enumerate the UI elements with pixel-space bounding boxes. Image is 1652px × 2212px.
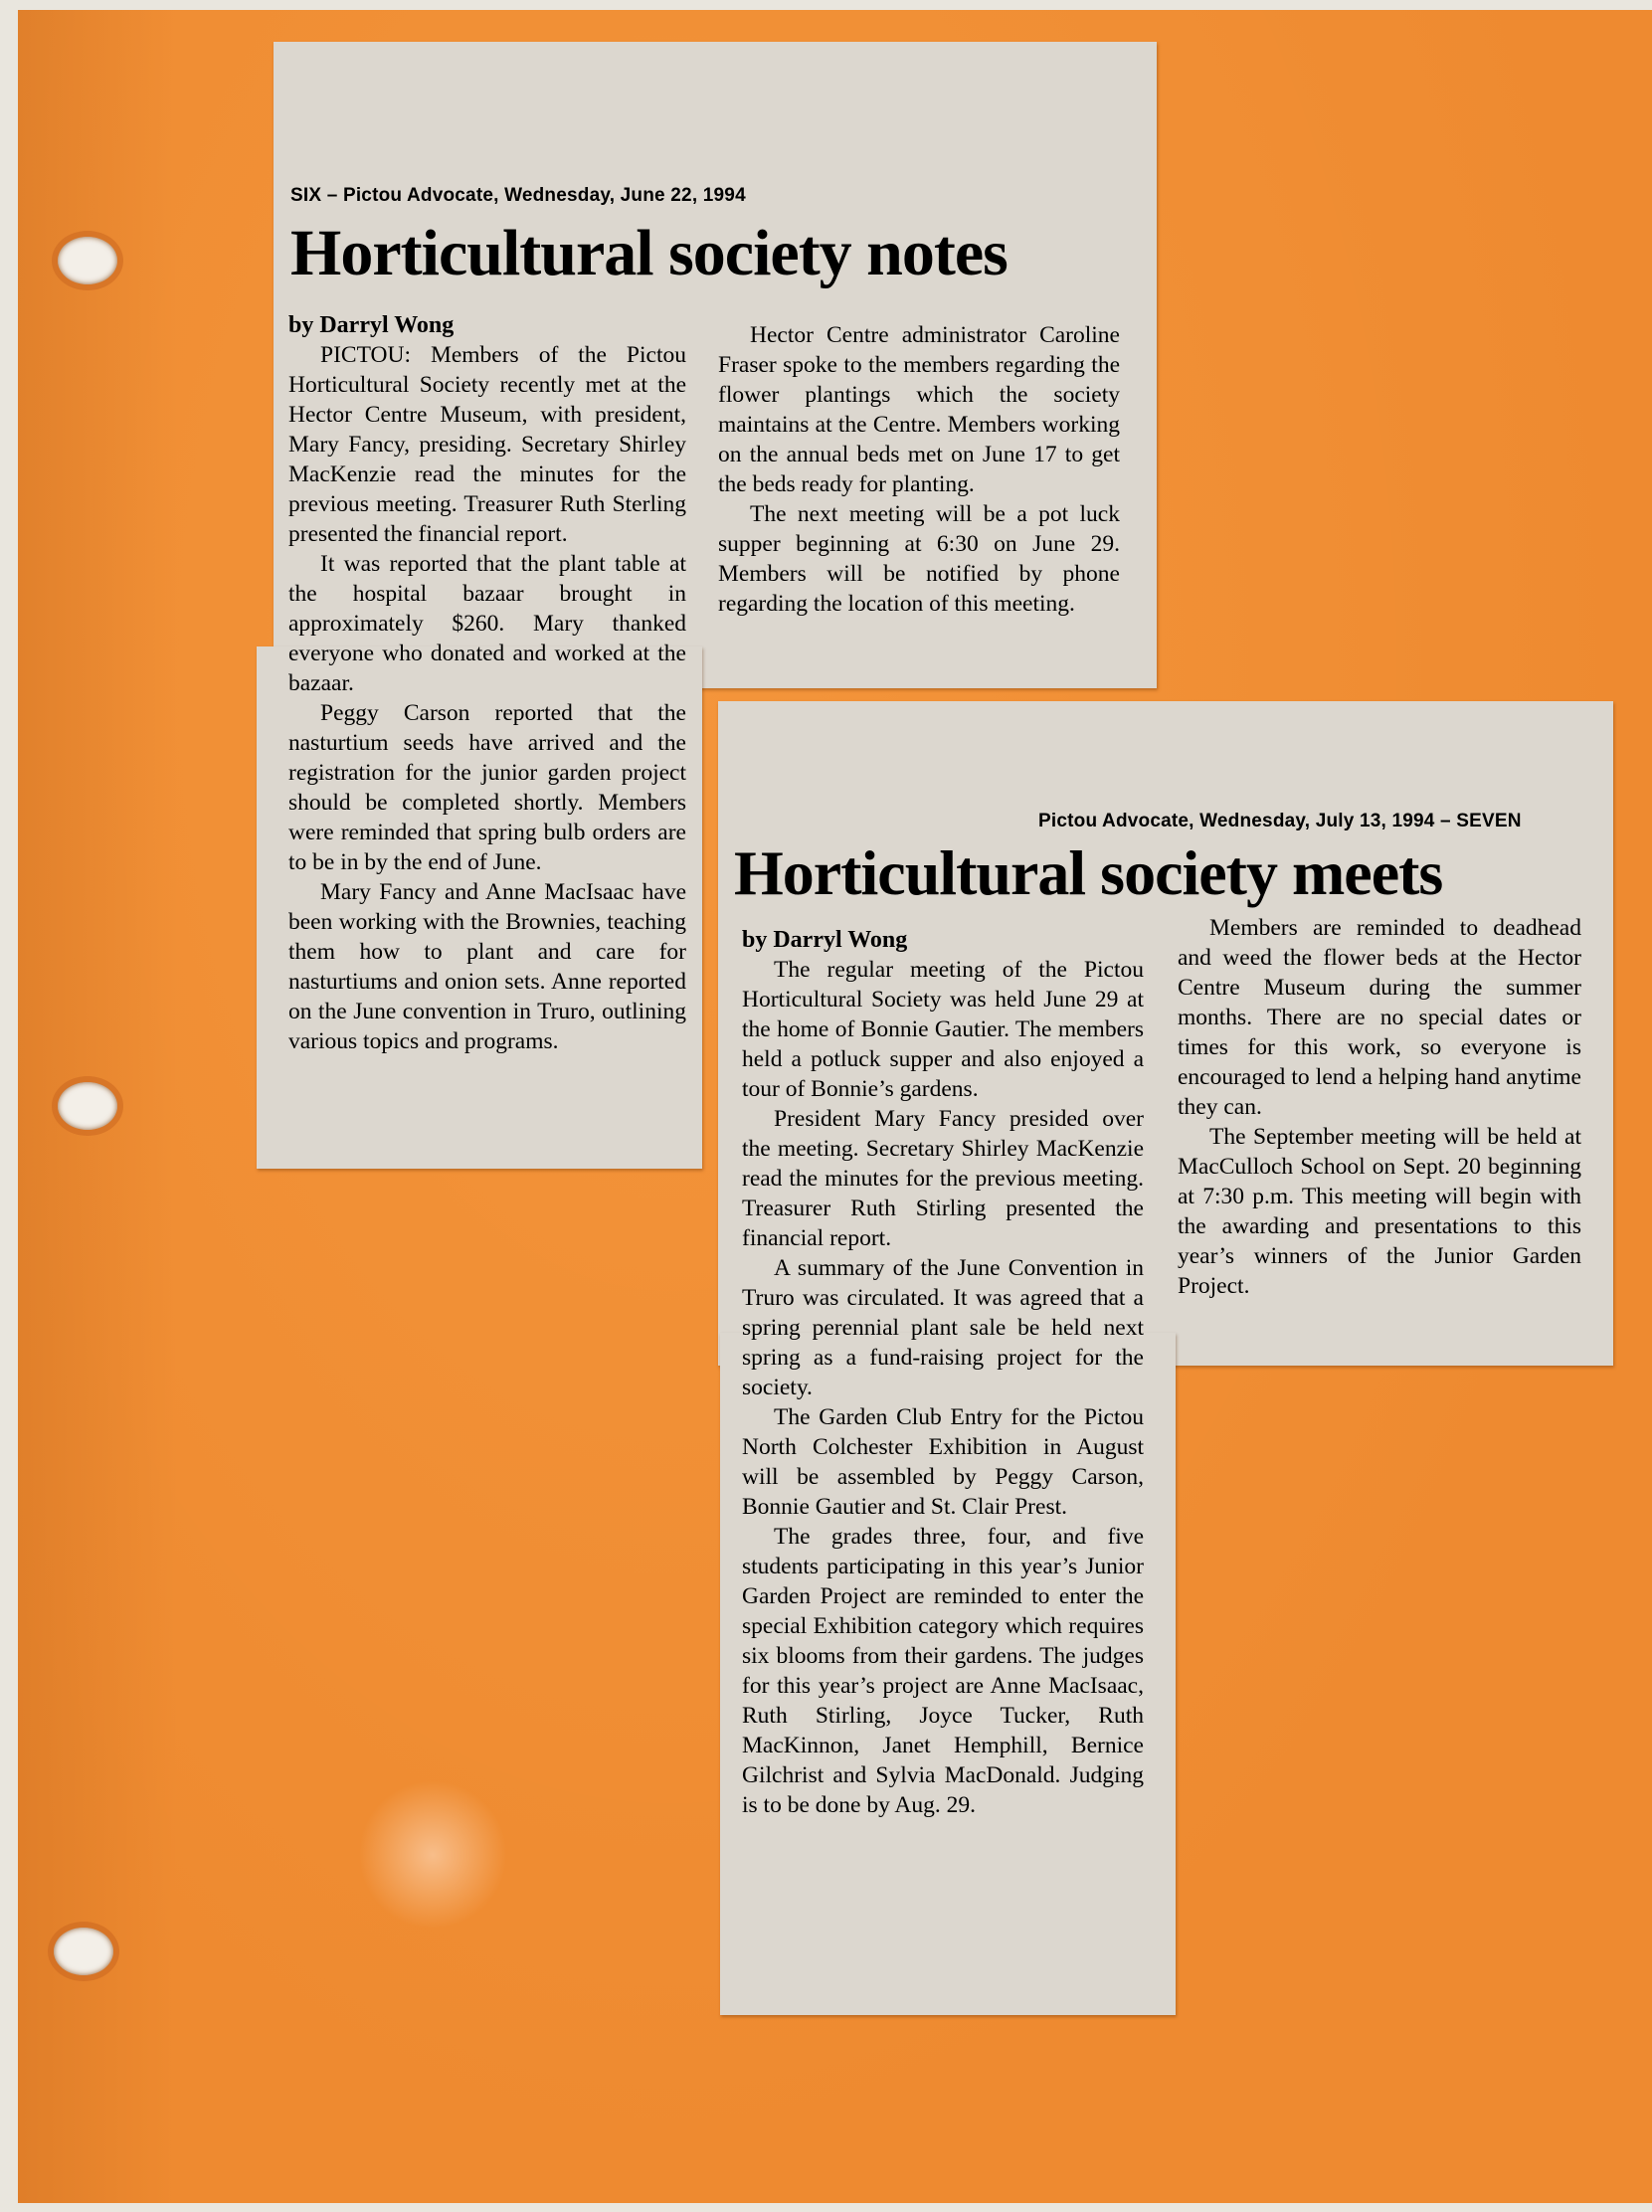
clipping-1-headline: Horticultural society notes xyxy=(290,217,1008,289)
clipping-2-dateline: Pictou Advocate, Wednesday, July 13, 1994 – SEVEN xyxy=(1038,811,1522,831)
paragraph: The next meeting will be a pot luck supper beginning at 6:30 on June 29. Members will be notified by phone regarding the location of this meeting. xyxy=(718,501,1120,617)
clipping-2-byline: by Darryl Wong xyxy=(742,927,908,953)
clipping-2-column-2 xyxy=(1178,913,1581,1301)
paragraph: It was reported that the plant table at the hospital bazaar brought in approximately $260. Mary thanked everyone who donated and worked at the bazaar. xyxy=(288,551,686,696)
paragraph: Mary Fancy and Anne MacIsaac have been working with the Brownies, teaching them how to plant and care for nasturtiums and onion sets. Anne reported on the June convention in Truro, outlining various topics and programs. xyxy=(288,879,686,1054)
paragraph: The grades three, four, and five students participating in this year’s Junior Garden Project are reminded to enter the special Exhibition category which requires six blooms from their gardens. The judges for this year’s project are Anne MacIsaac, Ruth Stirling, Joyce Tucker, Ruth MacKinnon, Janet Hemphill, Bernice Gilchrist and Sylvia MacDonald. Judging is to be done by Aug. 29. xyxy=(742,1524,1144,1818)
binder-hole-top xyxy=(58,237,117,284)
paragraph: The regular meeting of the Pictou Horticultural Society was held June 29 at the home of Bonnie Gautier. The members held a potluck supper and also enjoyed a tour of Bonnie’s gardens. xyxy=(742,957,1144,1102)
clipping-1-column-2 xyxy=(718,320,1120,619)
binder-hole-middle xyxy=(58,1082,117,1130)
paragraph: Peggy Carson reported that the nasturtium seeds have arrived and the registration for the junior garden project should be completed shortly. Members were reminded that spring bulb orders are to be in by the end of June. xyxy=(288,700,686,875)
paper-smudge xyxy=(358,1780,507,1930)
paragraph: President Mary Fancy presided over the meeting. Secretary Shirley MacKenzie read the minutes for the previous meeting. Treasurer Ruth Stirling presented the financial report. xyxy=(742,1106,1144,1251)
binder-hole-bottom xyxy=(54,1928,113,1975)
clipping-1-dateline: SIX – Pictou Advocate, Wednesday, June 22, 1994 xyxy=(290,185,746,206)
clipping-2-column-1 xyxy=(742,925,1144,1820)
clipping-1-byline: by Darryl Wong xyxy=(288,312,455,338)
paragraph: Members are reminded to deadhead and weed the flower beds at the Hector Centre Museum during the summer months. There are no special dates or times for this work, so everyone is encouraged to lend a helping hand anytime they can. xyxy=(1178,915,1581,1120)
paragraph: The September meeting will be held at MacCulloch School on Sept. 20 beginning at 7:30 p.m. This meeting will begin with the awarding and presentations to this year’s winners of the Junior Garden Project. xyxy=(1178,1124,1581,1299)
paragraph: PICTOU: Members of the Pictou Horticultural Society recently met at the Hector Centre Museum, with president, Mary Fancy, presiding. Secretary Shirley MacKenzie read the minutes for the previous meeting. Treasurer Ruth Sterling presented the financial report. xyxy=(288,342,686,547)
clipping-2-headline: Horticultural society meets xyxy=(734,837,1443,908)
paragraph: A summary of the June Convention in Truro was circulated. It was agreed that a spring perennial plant sale be held next spring as a fund-raising project for the society. xyxy=(742,1255,1144,1400)
paragraph: Hector Centre administrator Caroline Fraser spoke to the members regarding the flower plantings which the society maintains at the Centre. Members working on the annual beds met on June 17 to get the beds ready for planting. xyxy=(718,322,1120,497)
clipping-1-column-1 xyxy=(288,310,686,1056)
paragraph: The Garden Club Entry for the Pictou North Colchester Exhibition in August will be assembled by Peggy Carson, Bonnie Gautier and St. Clair Prest. xyxy=(742,1404,1144,1520)
